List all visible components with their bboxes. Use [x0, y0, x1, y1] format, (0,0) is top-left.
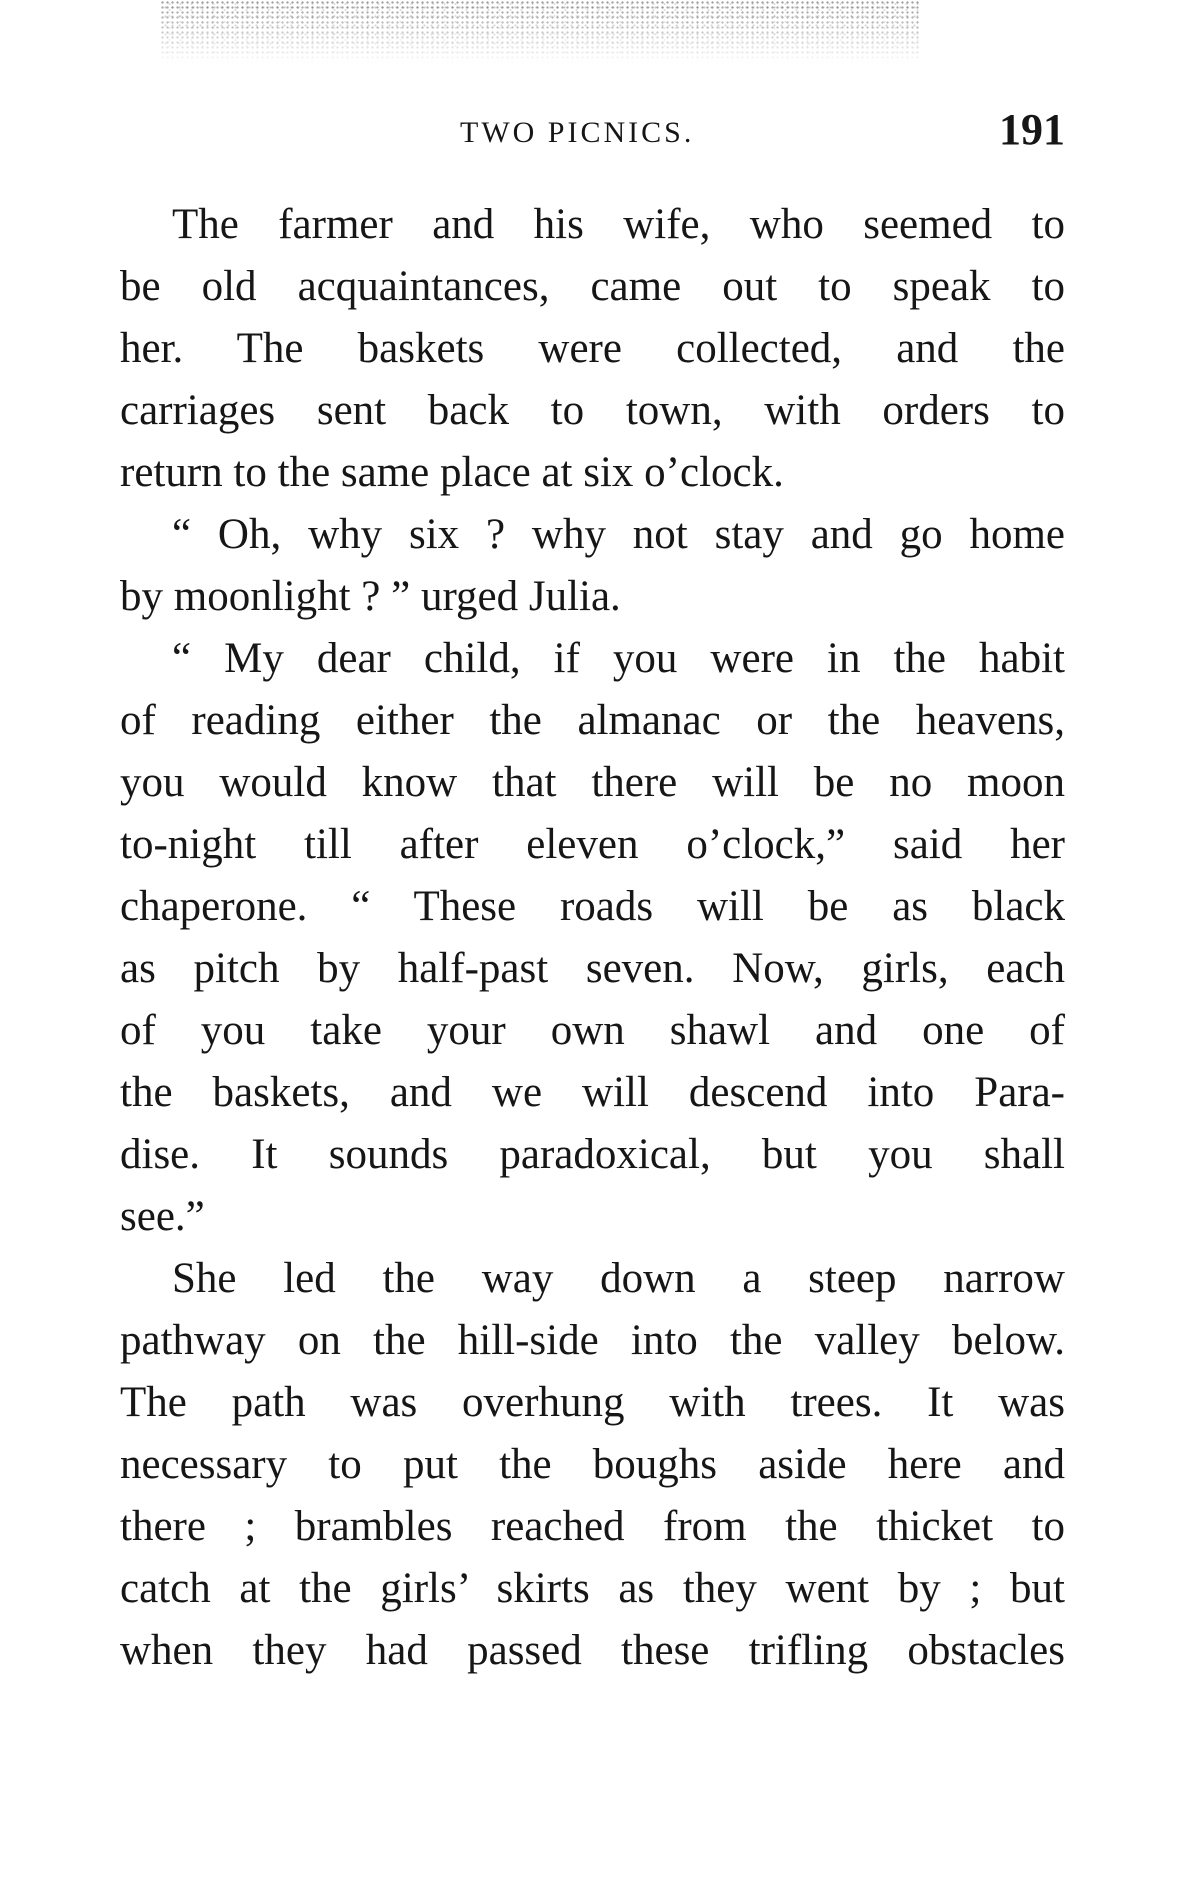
text-line: see.”: [120, 1193, 205, 1240]
body-text: [120, 194, 1065, 1682]
text-line: The farmer and his wife, who seemed to: [172, 201, 1065, 248]
text-line: catch at the girls’ skirts as they went by ; but: [120, 1565, 1065, 1612]
text-line: to-night till after eleven o’clock,” said her: [120, 821, 1065, 868]
print-speckle-noise: [160, 0, 920, 64]
page-number: 191: [999, 105, 1065, 154]
text-line: pathway on the hill-side into the valley below.: [120, 1317, 1065, 1364]
text-line: dise. It sounds paradoxical, but you shall: [120, 1131, 1065, 1178]
text-line: the baskets, and we will descend into Para-: [120, 1069, 1065, 1116]
text-line: She led the way down a steep narrow: [172, 1255, 1065, 1302]
text-line: of reading either the almanac or the heavens,: [120, 697, 1065, 744]
text-line: by moonlight ? ” urged Julia.: [120, 573, 621, 620]
text-line: carriages sent back to town, with orders to: [120, 387, 1065, 434]
text-line: The path was overhung with trees. It was: [120, 1379, 1065, 1426]
running-title: TWO PICNICS.: [460, 116, 695, 149]
text-line: her. The baskets were collected, and the: [120, 325, 1065, 372]
text-line: “ My dear child, if you were in the habit: [172, 635, 1065, 682]
text-line: “ Oh, why six ? why not stay and go home: [172, 511, 1065, 558]
running-header: [120, 104, 1065, 164]
text-line: chaperone. “ These roads will be as black: [120, 883, 1065, 930]
text-line: you would know that there will be no moon: [120, 759, 1065, 806]
text-line: be old acquaintances, came out to speak to: [120, 263, 1065, 310]
text-line: necessary to put the boughs aside here and: [120, 1441, 1065, 1488]
text-line: there ; brambles reached from the thicket to: [120, 1503, 1065, 1550]
text-line: as pitch by half-past seven. Now, girls, each: [120, 945, 1065, 992]
text-line: of you take your own shawl and one of: [120, 1007, 1065, 1054]
text-line: when they had passed these trifling obstacles: [120, 1627, 1065, 1674]
text-line: return to the same place at six o’clock.: [120, 449, 784, 496]
